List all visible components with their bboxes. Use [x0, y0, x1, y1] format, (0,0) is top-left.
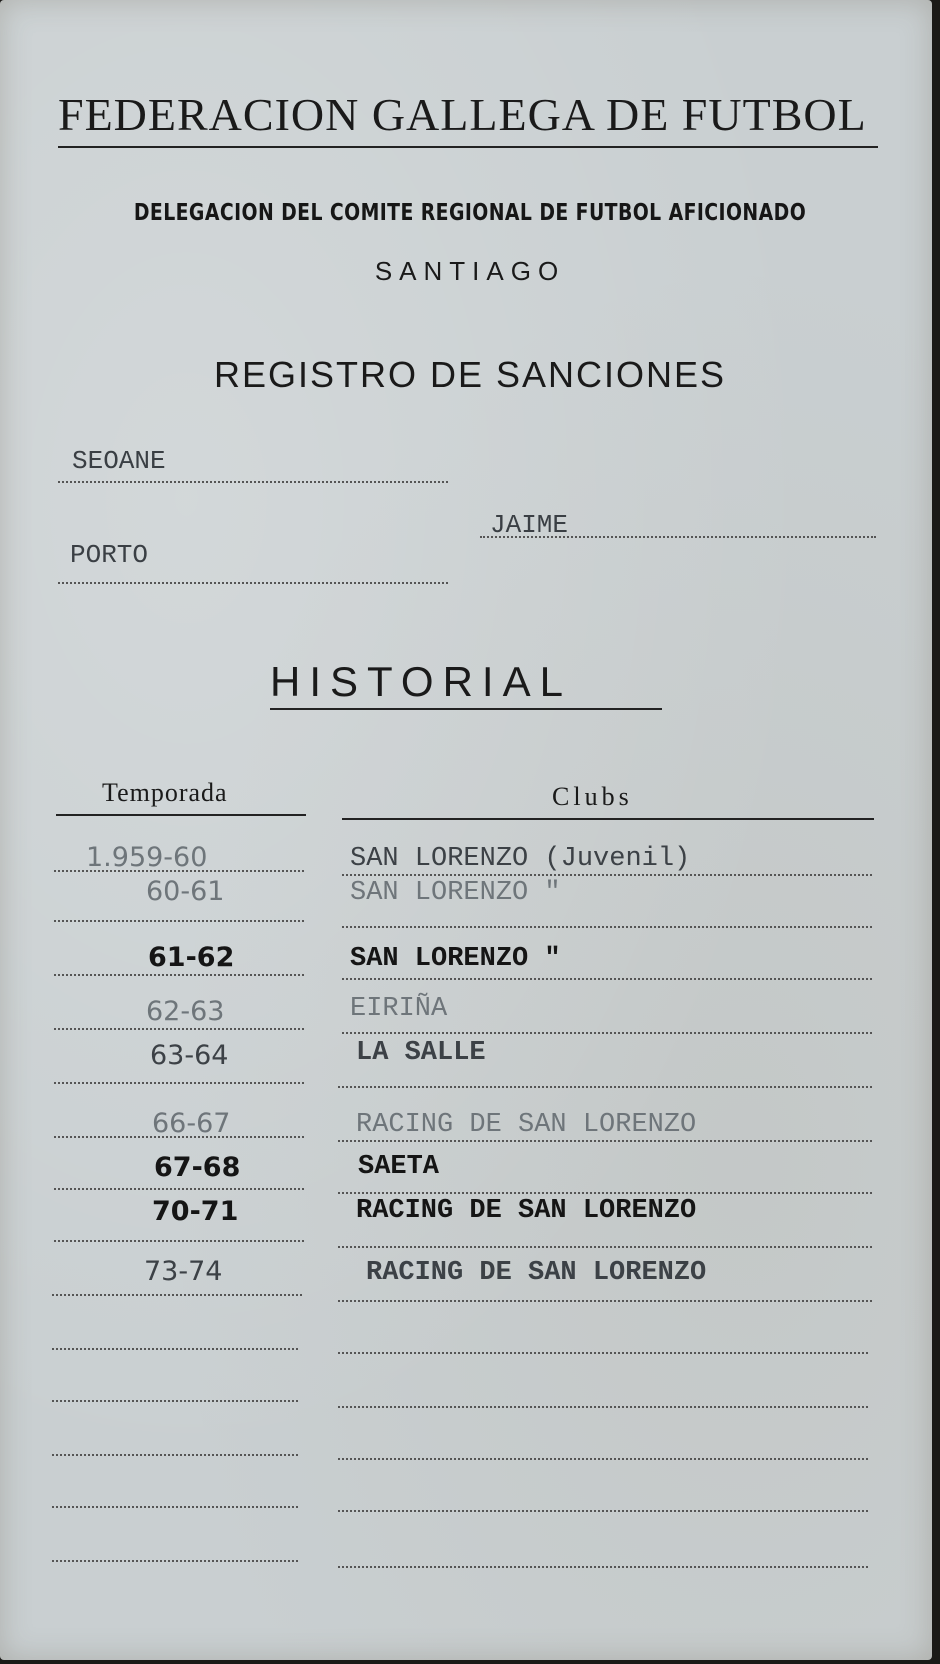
- empty-row-line: [52, 1506, 298, 1508]
- row-line-club: [338, 1246, 872, 1248]
- surname-1-value: SEOANE: [72, 446, 166, 476]
- first-name-value: JAIME: [490, 510, 569, 540]
- season-cell: 60-61: [146, 876, 225, 907]
- empty-row-line: [338, 1566, 868, 1568]
- season-header-rule: [56, 814, 306, 816]
- club-cell: SAN LORENZO (Juvenil): [350, 844, 691, 874]
- club-cell: SAN LORENZO ": [350, 944, 561, 974]
- row-line-club: [338, 1300, 872, 1302]
- row-line-season: [54, 1082, 304, 1084]
- federation-title: FEDERACION GALLEGA DE FUTBOL: [58, 89, 867, 140]
- historial-title: HISTORIAL: [270, 658, 572, 705]
- row-line-club: [342, 926, 872, 928]
- season-cell: 62-63: [146, 996, 225, 1027]
- club-cell: LA SALLE: [356, 1038, 486, 1068]
- row-line-club: [338, 1140, 872, 1142]
- empty-row-line: [52, 1454, 298, 1456]
- surname-2-line: [58, 582, 448, 584]
- row-line-club: [342, 874, 872, 876]
- clubs-header-rule: [342, 818, 874, 820]
- season-cell: 70-71: [152, 1196, 239, 1227]
- title-underline: [58, 146, 878, 148]
- empty-row-line: [338, 1352, 868, 1354]
- row-line-season: [54, 870, 304, 872]
- surname-2-value: PORTO: [70, 540, 149, 570]
- club-cell: SAN LORENZO ": [350, 878, 561, 908]
- row-line-club: [338, 1086, 872, 1088]
- row-line-club: [338, 1192, 872, 1194]
- empty-row-line: [338, 1458, 868, 1460]
- delegation-subtitle: DELEGACION DEL COMITE REGIONAL DE FUTBOL AFICIONADO: [133, 200, 807, 226]
- empty-row-line: [338, 1510, 868, 1512]
- city-name: SANTIAGO: [374, 256, 566, 286]
- historial-underline: [270, 708, 662, 710]
- club-cell: SAETA: [358, 1152, 440, 1182]
- row-line-season: [52, 1294, 302, 1296]
- surname-1-line: [58, 481, 448, 483]
- empty-row-line: [52, 1348, 298, 1350]
- empty-row-line: [338, 1406, 868, 1408]
- row-line-season: [54, 920, 304, 922]
- season-cell: 66-67: [152, 1108, 231, 1139]
- row-line-club: [342, 978, 872, 980]
- season-cell: 63-64: [150, 1040, 229, 1071]
- column-header-season: Temporada: [102, 778, 228, 807]
- row-line-season: [54, 1240, 304, 1242]
- register-title: REGISTRO DE SANCIONES: [213, 354, 727, 395]
- club-cell: RACING DE SAN LORENZO: [366, 1258, 707, 1288]
- empty-row-line: [52, 1560, 298, 1562]
- first-name-line: [480, 536, 876, 538]
- club-cell: RACING DE SAN LORENZO: [356, 1110, 697, 1140]
- season-cell: 73-74: [144, 1256, 223, 1287]
- row-line-season: [54, 974, 304, 976]
- empty-row-line: [52, 1400, 298, 1402]
- row-line-club: [342, 1032, 872, 1034]
- row-line-season: [54, 1188, 304, 1190]
- season-cell: 61-62: [148, 942, 235, 973]
- row-line-season: [54, 1136, 304, 1138]
- column-header-clubs: Clubs: [552, 782, 633, 811]
- season-cell: 1.959-60: [86, 842, 208, 873]
- row-line-season: [54, 1028, 304, 1030]
- club-cell: EIRIÑA: [350, 994, 448, 1024]
- season-cell: 67-68: [154, 1152, 241, 1183]
- club-cell: RACING DE SAN LORENZO: [356, 1196, 697, 1226]
